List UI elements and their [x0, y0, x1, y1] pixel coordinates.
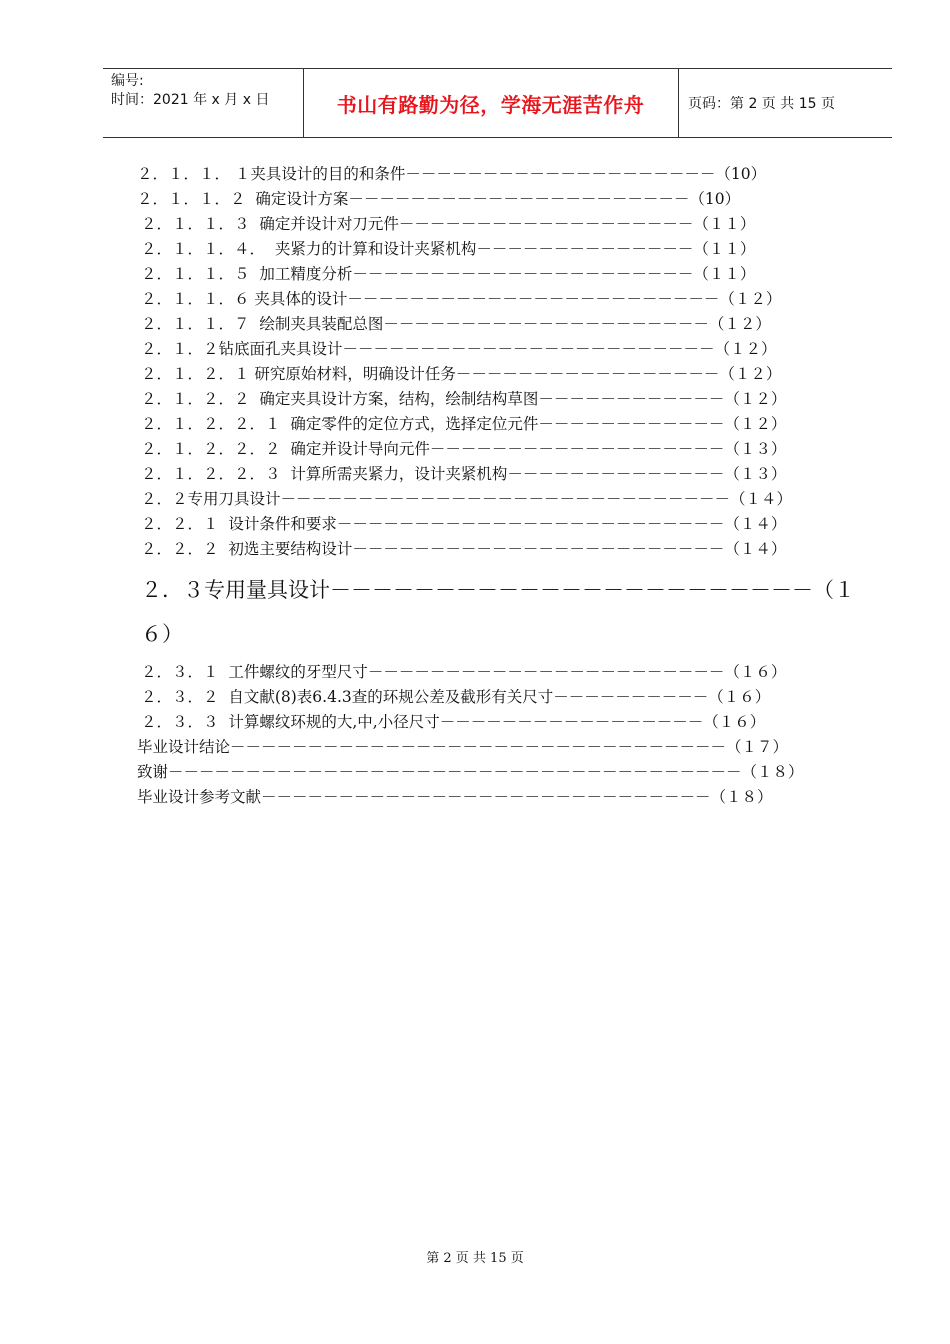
toc-entry[interactable]: ２．２．２ 初选主要结构设计－－－－－－－－－－－－－－－－－－－－－－－－（１４） — [141, 540, 787, 558]
document-date: 时间：2021 年 x 月 x 日 — [111, 92, 270, 108]
header-meta — [111, 72, 269, 110]
toc-entry[interactable]: ２．１．１．３ 确定并设计对刀元件－－－－－－－－－－－－－－－－－－－（１１） — [141, 215, 756, 233]
toc-entry[interactable]: ２．２专用刀具设计－－－－－－－－－－－－－－－－－－－－－－－－－－－－－（１４） — [141, 490, 793, 508]
toc-entry[interactable]: ２．１．１．２ 确定设计方案－－－－－－－－－－－－－－－－－－－－－－（10） — [137, 190, 741, 208]
page-header — [103, 68, 892, 138]
document-number-label: 编号: — [111, 73, 144, 89]
toc-entry[interactable]: ２．３专用量具设计－－－－－－－－－－－－－－－－－－－－－－－（１６） — [141, 578, 855, 646]
toc-entry[interactable]: ２．３．３ 计算螺纹环规的大,中,小径尺寸－－－－－－－－－－－－－－－－－（１６） — [141, 713, 766, 731]
page-footer: 第 2 页 共 15 页 — [426, 1251, 524, 1266]
toc-entry[interactable]: 毕业设计参考文献－－－－－－－－－－－－－－－－－－－－－－－－－－－－－（１８） — [137, 788, 773, 806]
toc-entry[interactable]: ２．１．１． １夹具设计的目的和条件－－－－－－－－－－－－－－－－－－－－（10） — [137, 165, 767, 183]
header-motto: 书山有路勤为径，学海无涯苦作舟 — [336, 92, 645, 117]
toc-entry[interactable]: ２．１．２．２．３ 计算所需夹紧力，设计夹紧机构－－－－－－－－－－－－－－（１３） — [141, 465, 787, 483]
toc-entry[interactable]: ２．１．２．１ 研究原始材料，明确设计任务－－－－－－－－－－－－－－－－－（１２） — [141, 365, 782, 383]
toc-entry[interactable]: 毕业设计结论－－－－－－－－－－－－－－－－－－－－－－－－－－－－－－－－（１７） — [137, 738, 789, 756]
toc-entry[interactable]: ２．１．２钻底面孔夹具设计－－－－－－－－－－－－－－－－－－－－－－－－（１２） — [141, 340, 777, 358]
toc-entry[interactable]: ２．１．１．４． 夹紧力的计算和设计夹紧机构－－－－－－－－－－－－－－（１１） — [141, 240, 756, 258]
toc-entry[interactable]: 致谢－－－－－－－－－－－－－－－－－－－－－－－－－－－－－－－－－－－－－（１８） — [137, 763, 804, 781]
toc-entry[interactable]: ２．１．２．２．１ 确定零件的定位方式，选择定位元件－－－－－－－－－－－－（１２） — [141, 415, 787, 433]
header-divider — [678, 69, 679, 137]
toc-entry[interactable]: ２．２．１ 设计条件和要求－－－－－－－－－－－－－－－－－－－－－－－－－（１４） — [141, 515, 787, 533]
table-of-contents — [137, 162, 867, 810]
toc-entry[interactable]: ２．１．２．２．２ 确定并设计导向元件－－－－－－－－－－－－－－－－－－－（１３） — [141, 440, 787, 458]
toc-entry[interactable]: ２．３．２ 自文献(8)表6.4.3查的环规公差及截形有关尺寸－－－－－－－－－－（１６） — [141, 688, 771, 706]
toc-entry[interactable]: ２．１．１．６ 夹具体的设计－－－－－－－－－－－－－－－－－－－－－－－－（１２） — [141, 290, 782, 308]
toc-entry[interactable]: ２．１．１．７ 绘制夹具装配总图－－－－－－－－－－－－－－－－－－－－－（１２） — [141, 315, 771, 333]
toc-entry[interactable]: ２．１．１．５ 加工精度分析－－－－－－－－－－－－－－－－－－－－－－（１１） — [141, 265, 756, 283]
header-page-info: 页码：第 2 页 共 15 页 — [688, 96, 835, 112]
toc-entry[interactable]: ２．１．２．２ 确定夹具设计方案，结构，绘制结构草图－－－－－－－－－－－－（１２） — [141, 390, 787, 408]
toc-entry[interactable]: ２．３．１ 工件螺纹的牙型尺寸－－－－－－－－－－－－－－－－－－－－－－－（１６） — [141, 663, 787, 681]
